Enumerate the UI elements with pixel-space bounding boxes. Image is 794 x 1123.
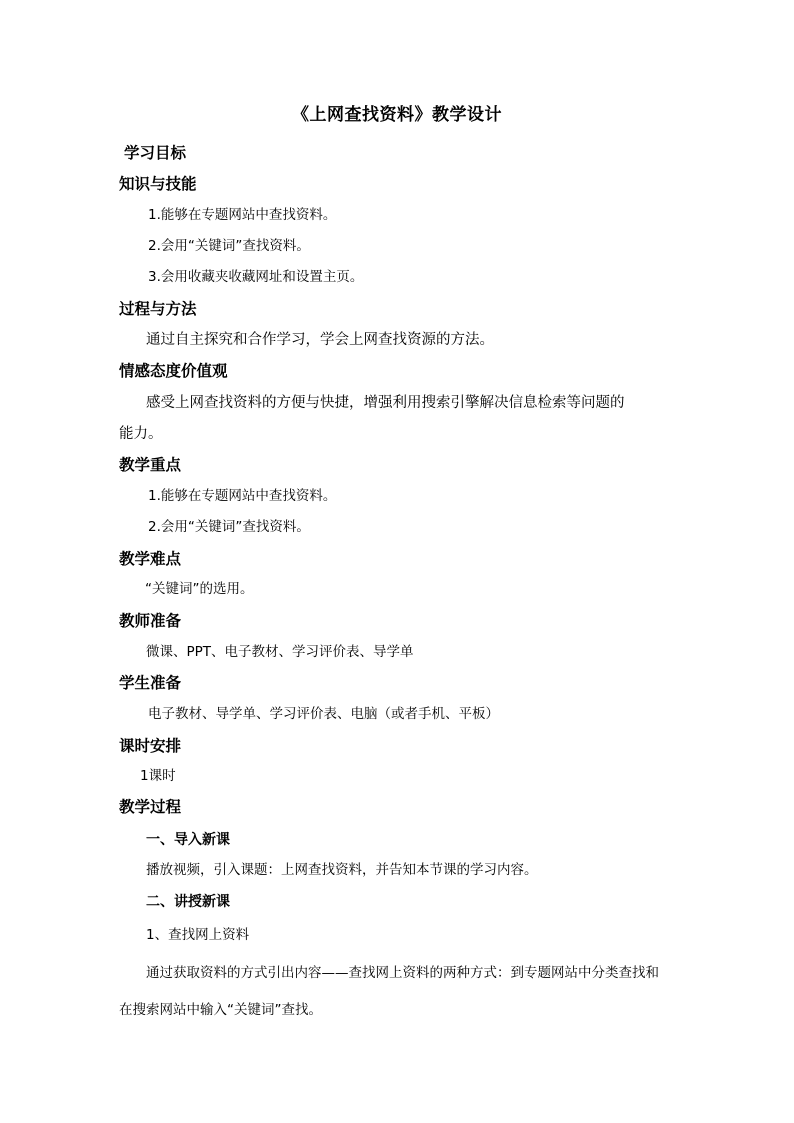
section-2-paragraph-line-2: 在搜索网站中输入“关键词”查找。 (119, 1002, 322, 1018)
key-point-item-2: 2.会用“关键词”查找资料。 (148, 519, 310, 535)
difficulty-text: “关键词”的选用。 (145, 581, 254, 597)
key-point-item-1: 1.能够在专题网站中查找资料。 (148, 488, 337, 504)
student-prep-text: 电子教材、导学单、学习评价表、电脑（或者手机、平板） (148, 706, 499, 722)
knowledge-item-1: 1.能够在专题网站中查找资料。 (148, 207, 337, 223)
section-1-heading: 一、导入新课 (146, 832, 230, 848)
heading-schedule: 课时安排 (119, 737, 182, 755)
document-title: 《上网查找资料》教学设计 (292, 105, 502, 125)
emotion-text-line-1: 感受上网查找资料的方便与快捷，增强利用搜索引擎解决信息检索等问题的 (146, 395, 625, 411)
emotion-text-line-2: 能力。 (119, 426, 163, 442)
section-2-item-1: 1、查找网上资料 (146, 927, 250, 943)
section-1-text: 播放视频，引入课题：上网查找资料，并告知本节课的学习内容。 (146, 862, 538, 878)
heading-process-methods: 过程与方法 (119, 300, 197, 318)
schedule-text: 1课时 (140, 768, 176, 784)
section-2-paragraph-line-1: 通过获取资料的方式引出内容——查找网上资料的两种方式：到专题网站中分类查找和 (146, 965, 659, 981)
teacher-prep-text: 微课、PPT、电子教材、学习评价表、导学单 (146, 644, 414, 660)
knowledge-item-3: 3.会用收藏夹收藏网址和设置主页。 (148, 269, 364, 285)
heading-learning-objectives: 学习目标 (124, 144, 187, 162)
heading-student-prep: 学生准备 (119, 674, 182, 692)
heading-difficulty: 教学难点 (119, 550, 182, 568)
process-text: 通过自主探究和合作学习，学会上网查找资源的方法。 (146, 332, 494, 348)
heading-teacher-prep: 教师准备 (119, 612, 182, 630)
heading-emotion-values: 情感态度价值观 (119, 362, 228, 380)
heading-key-points: 教学重点 (119, 456, 182, 474)
heading-knowledge-skills: 知识与技能 (119, 175, 197, 193)
section-2-heading: 二、讲授新课 (146, 894, 230, 910)
knowledge-item-2: 2.会用“关键词”查找资料。 (148, 238, 310, 254)
heading-teaching-process: 教学过程 (119, 798, 182, 816)
